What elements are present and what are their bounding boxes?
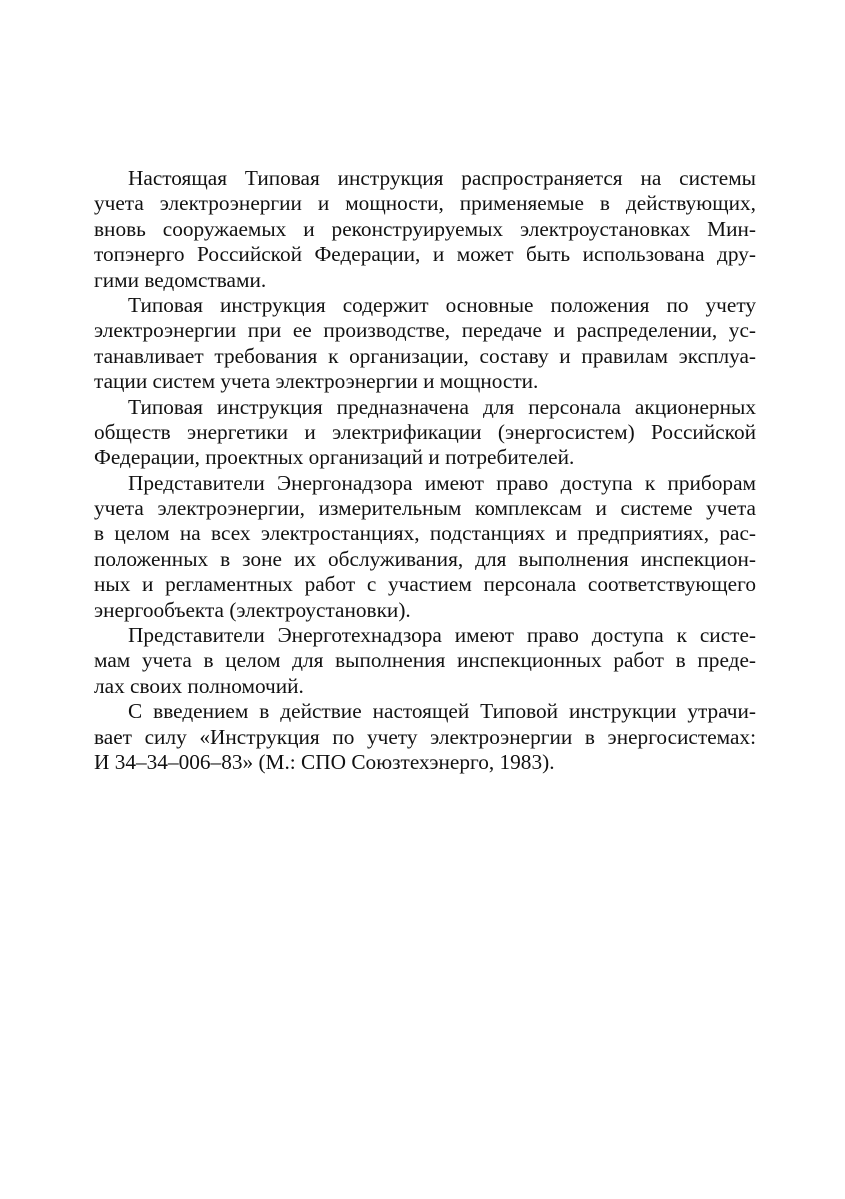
text-line: обществ энергетики и электрификации (энергосистем) Российской <box>94 419 756 444</box>
text-line: положенных в зоне их обслуживания, для выполнения инспекцион- <box>94 546 756 571</box>
text-line: И 34–34–006–83» (М.: СПО Союзтехэнерго, 1983). <box>94 749 555 774</box>
text-line: электроэнергии при ее производстве, передаче и распределении, ус- <box>94 318 756 343</box>
text-line: Типовая инструкция предназначена для персонала акционерных <box>128 394 756 419</box>
body-text <box>94 166 756 775</box>
text-line: в целом на всех электростанциях, подстанциях и предприятиях, рас- <box>94 521 756 546</box>
text-line: вает силу «Инструкция по учету электроэнергии в энергосистемах: <box>94 724 756 749</box>
text-line: учета электроэнергии и мощности, применяемые в действующих, <box>94 191 756 216</box>
text-line: танавливает требования к организации, составу и правилам эксплуа- <box>94 343 756 368</box>
text-line: ных и регламентных работ с участием персонала соответствующего <box>94 572 756 597</box>
text-line: Представители Энергонадзора имеют право доступа к приборам <box>128 470 756 495</box>
text-line: Представители Энерготехнадзора имеют право доступа к систе- <box>128 623 756 648</box>
text-line: энергообъекта (электроустановки). <box>94 597 411 622</box>
text-line: Типовая инструкция содержит основные положения по учету <box>128 292 756 317</box>
paragraph-audience <box>94 395 756 471</box>
paragraph-contents <box>94 293 756 395</box>
text-line: учета электроэнергии, измерительным комплексам и системе учета <box>94 496 756 521</box>
paragraph-energonadzor <box>94 471 756 623</box>
text-line: Настоящая Типовая инструкция распространяется на системы <box>128 166 756 190</box>
text-line: вновь сооружаемых и реконструируемых электроустановках Мин- <box>94 216 756 241</box>
text-line: Федерации, проектных организаций и потребителей. <box>94 445 575 470</box>
text-line: тации систем учета электроэнергии и мощности. <box>94 369 539 394</box>
text-line: С введением в действие настоящей Типовой инструкции утрачи- <box>128 699 756 724</box>
paragraph-scope <box>94 166 756 293</box>
paragraph-supersedes <box>94 699 756 775</box>
text-line: топэнерго Российской Федерации, и может быть использована дру- <box>94 242 756 267</box>
paragraph-energotekhnadzor <box>94 623 756 699</box>
text-line: мам учета в целом для выполнения инспекционных работ в преде- <box>94 648 756 673</box>
text-line: гими ведомствами. <box>94 267 267 292</box>
text-line: лах своих полномочий. <box>94 673 304 698</box>
